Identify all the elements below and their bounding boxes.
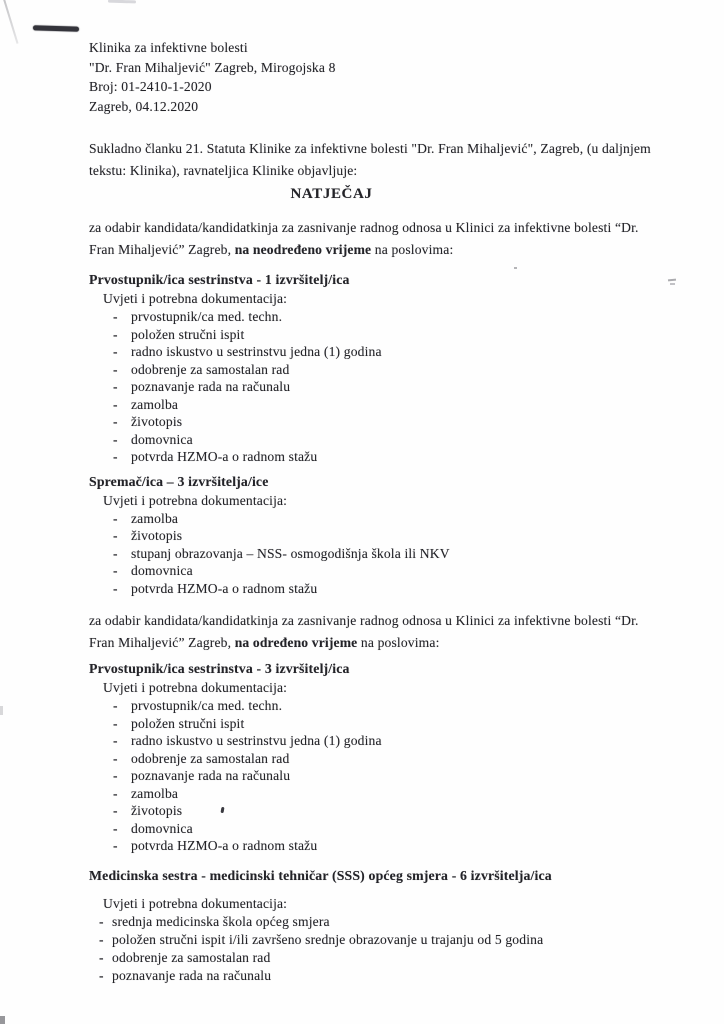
- requirement-item: [113, 802, 664, 820]
- requirement-item: [99, 913, 664, 931]
- dash-bullet: -: [113, 510, 118, 526]
- requirement-item: [113, 431, 664, 449]
- requirement-item: [113, 820, 664, 838]
- requirements-list: [89, 697, 664, 855]
- scan-artifact-speck: [0, 1016, 5, 1024]
- requirement-text: položen stručni ispit i/ili završeno srednje obrazovanje u trajanju od 5 godina: [112, 931, 544, 947]
- requirement-item: [113, 837, 664, 855]
- requirement-item: [113, 396, 664, 414]
- requirement-item: [113, 732, 664, 750]
- dash-bullet: -: [113, 580, 118, 596]
- letterhead-line: Klinika za infektivne bolesti: [89, 40, 248, 55]
- requirement-item: [99, 967, 664, 985]
- requirements-label: Uvjeti i potrebna dokumentacija:: [103, 680, 288, 695]
- requirements-list: [89, 308, 664, 466]
- dash-bullet: -: [113, 528, 118, 543]
- intro-paragraph: Sukladno članku 21. Statuta Klinike za infektivne bolesti "Dr. Fran Mihaljević", Zagreb, (u daljnjem tekstu: Klinika), ravnateljica Klinike objavljuje:: [89, 141, 651, 178]
- page-title: NATJEČAJ: [290, 186, 373, 202]
- requirement-text: zamolba: [131, 396, 179, 412]
- requirement-text: životopis: [131, 414, 183, 429]
- requirement-text: domovnica: [131, 820, 193, 836]
- requirement-item: [113, 308, 664, 326]
- dash-bullet: -: [113, 563, 118, 578]
- job-section: [89, 472, 664, 598]
- letterhead: [89, 38, 664, 116]
- dash-bullet: -: [113, 733, 118, 748]
- dash-bullet: -: [113, 750, 118, 766]
- dash-bullet: -: [113, 785, 118, 801]
- requirement-item: [113, 785, 664, 803]
- requirement-item: [113, 750, 664, 768]
- dash-bullet: -: [113, 431, 118, 447]
- scan-artifact-speck: [0, 706, 3, 715]
- requirement-text: potvrda HZMO-a o radnom stažu: [131, 838, 318, 853]
- lead-text: na poslovima:: [357, 635, 440, 650]
- dash-bullet: -: [113, 820, 118, 836]
- requirement-item: [113, 562, 664, 580]
- scan-artifact-speck: [670, 283, 675, 285]
- job-section: [89, 270, 664, 466]
- requirement-item: [113, 527, 664, 545]
- requirement-item: [113, 715, 664, 733]
- dash-bullet: -: [113, 326, 118, 342]
- requirement-text: prvostupnik/ca med. techn.: [131, 309, 283, 324]
- lead-text: za odabir kandidata/kandidatkinja za zasnivanje radnog odnosa u Klinici za infektivne bolesti “Dr. Fran Mihaljević” Zagreb,: [89, 613, 639, 650]
- requirement-item: [113, 361, 664, 379]
- scan-artifact-speck: [668, 279, 676, 282]
- requirement-text: odobrenje za samostalan rad: [131, 750, 290, 766]
- requirement-text: zamolba: [131, 785, 179, 801]
- requirement-text: poznavanje rada na računalu: [131, 379, 291, 394]
- job-title-heading: Prvostupnik/ica sestrinstva - 1 izvršitelj/ica: [89, 272, 350, 287]
- requirement-item: [113, 510, 664, 528]
- scan-artifact-mark: [33, 25, 79, 31]
- requirement-text: odobrenje za samostalan rad: [112, 949, 271, 965]
- letterhead-line: Broj: 01-2410-1-2020: [89, 79, 212, 94]
- requirement-text: domovnica: [131, 563, 193, 578]
- requirement-item: [113, 545, 664, 563]
- dash-bullet: -: [113, 698, 118, 713]
- requirement-item: [99, 949, 664, 967]
- requirement-text: položen stručni ispit: [131, 715, 245, 731]
- requirement-text: radno iskustvo u sestrinstvu jedna (1) godina: [131, 733, 382, 748]
- requirement-text: položen stručni ispit: [131, 326, 245, 342]
- dash-bullet: -: [113, 379, 118, 394]
- job-section: [89, 659, 664, 855]
- requirement-item: [113, 697, 664, 715]
- requirement-item: [113, 767, 664, 785]
- dash-bullet: -: [113, 768, 118, 783]
- requirement-item: [113, 580, 664, 598]
- lead-text: za odabir kandidata/kandidatkinja za zasnivanje radnog odnosa u Klinici za infektivne bolesti “Dr. Fran Mihaljević” Zagreb,: [89, 220, 639, 257]
- dash-bullet: -: [99, 931, 104, 947]
- requirements-label: Uvjeti i potrebna dokumentacija:: [103, 895, 288, 911]
- lead-emphasis: na neodređeno vrijeme: [234, 242, 372, 257]
- lead-paragraph-permanent: [89, 217, 664, 261]
- requirements-list: [89, 913, 664, 985]
- document-content: [89, 38, 664, 985]
- dash-bullet: -: [113, 361, 118, 377]
- job-title-heading: Spremač/ica – 3 izvršitelja/ice: [89, 473, 269, 489]
- dash-bullet: -: [113, 803, 118, 818]
- dash-bullet: -: [113, 715, 118, 731]
- requirement-text: srednja medicinska škola općeg smjera: [112, 913, 330, 929]
- dash-bullet: -: [113, 838, 118, 853]
- dash-bullet: -: [99, 913, 104, 929]
- requirements-label: Uvjeti i potrebna dokumentacija:: [103, 492, 288, 508]
- dash-bullet: -: [113, 449, 118, 464]
- requirement-text: životopis: [131, 528, 183, 543]
- lead-emphasis: na određeno vrijeme: [234, 635, 358, 650]
- dash-bullet: -: [113, 344, 118, 359]
- dash-bullet: -: [113, 414, 118, 429]
- job-title-heading: Prvostupnik/ica sestrinstva - 3 izvršitelj/ica: [89, 661, 350, 676]
- requirement-text: odobrenje za samostalan rad: [131, 361, 290, 377]
- requirement-item: [99, 931, 664, 949]
- letterhead-line: "Dr. Fran Mihaljević" Zagreb, Mirogojska 8: [89, 59, 336, 75]
- requirements-list: [89, 510, 664, 598]
- requirement-text: potvrda HZMO-a o radnom stažu: [131, 580, 318, 596]
- requirement-item: [113, 448, 664, 466]
- requirement-text: životopis: [131, 803, 183, 818]
- requirement-text: prvostupnik/ca med. techn.: [131, 698, 283, 713]
- requirement-item: [113, 378, 664, 396]
- requirement-item: [113, 343, 664, 361]
- lead-text: na poslovima:: [371, 242, 454, 257]
- scan-artifact-smudge: [108, 0, 136, 3]
- requirement-item: [113, 413, 664, 431]
- dash-bullet: -: [113, 545, 118, 561]
- requirement-text: poznavanje rada na računalu: [131, 768, 291, 783]
- job-section: [89, 866, 664, 985]
- lead-paragraph-fixed-term: [89, 610, 664, 654]
- dash-bullet: -: [99, 949, 104, 965]
- requirement-item: [113, 326, 664, 344]
- scan-artifact-corner-line: [2, 0, 19, 44]
- requirements-label: Uvjeti i potrebna dokumentacija:: [103, 291, 288, 306]
- dash-bullet: -: [113, 309, 118, 324]
- requirement-text: stupanj obrazovanja – NSS- osmogodišnja škola ili NKV: [131, 545, 450, 561]
- dash-bullet: -: [99, 967, 104, 983]
- requirement-text: zamolba: [131, 510, 179, 526]
- requirement-text: potvrda HZMO-a o radnom stažu: [131, 449, 318, 464]
- requirement-text: radno iskustvo u sestrinstvu jedna (1) godina: [131, 344, 382, 359]
- letterhead-line: Zagreb, 04.12.2020: [89, 98, 199, 114]
- dash-bullet: -: [113, 396, 118, 412]
- job-title-heading: Medicinska sestra - medicinski tehničar (SSS) općeg smjera - 6 izvršitelja/ica: [89, 867, 552, 883]
- requirement-text: poznavanje rada na računalu: [112, 967, 272, 983]
- requirement-text: domovnica: [131, 431, 193, 447]
